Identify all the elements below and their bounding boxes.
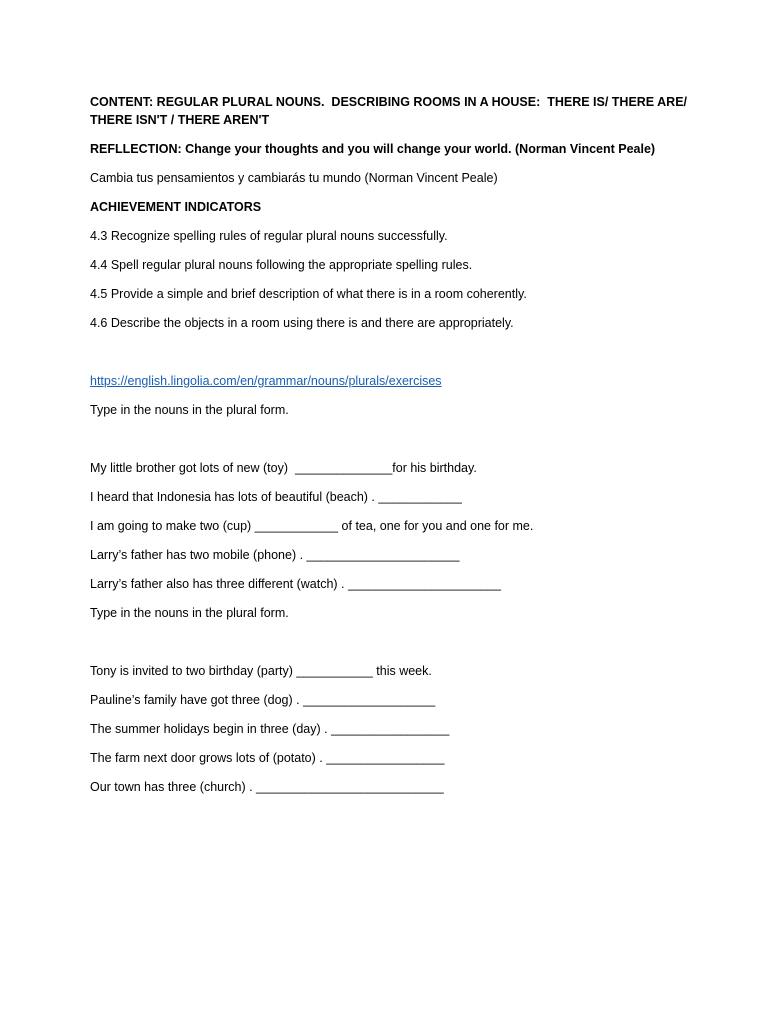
exercise-1-instruction: Type in the nouns in the plural form. bbox=[90, 403, 289, 417]
exercise-1-item: I am going to make two (cup) ____________ of tea, one for you and one for me. bbox=[90, 519, 534, 533]
indicator-4-6: 4.6 Describe the objects in a room using there is and there are appropriately. bbox=[90, 316, 514, 330]
document-page bbox=[90, 93, 690, 807]
exercise-2-item: Pauline’s family have got three (dog) . ___________________ bbox=[90, 693, 436, 707]
indicator-4-3: 4.3 Recognize spelling rules of regular plural nouns successfully. bbox=[90, 229, 448, 243]
exercise-2-item: Our town has three (church) . ___________________________ bbox=[90, 780, 444, 794]
exercise-1-item: My little brother got lots of new (toy) ______________for his birthday. bbox=[90, 461, 477, 475]
exercises-link[interactable]: https://english.lingolia.com/en/grammar/nouns/plurals/exercises bbox=[90, 374, 442, 388]
content-heading: CONTENT: REGULAR PLURAL NOUNS. DESCRIBING ROOMS IN A HOUSE: THERE IS/ THERE ARE/ THERE ISN'T / THERE AREN'T bbox=[90, 95, 691, 127]
exercise-2-item: Tony is invited to two birthday (party) ___________ this week. bbox=[90, 664, 432, 678]
exercise-1-item: Larry’s father also has three different (watch) . ______________________ bbox=[90, 577, 501, 591]
indicator-4-4: 4.4 Spell regular plural nouns following the appropriate spelling rules. bbox=[90, 258, 473, 272]
exercise-2-item: The farm next door grows lots of (potato) . _________________ bbox=[90, 751, 445, 765]
reflection-english: REFLLECTION: Change your thoughts and you will change your world. (Norman Vincent Peale) bbox=[90, 142, 656, 156]
exercise-1-item: Larry’s father has two mobile (phone) . ______________________ bbox=[90, 548, 460, 562]
exercise-2-instruction: Type in the nouns in the plural form. bbox=[90, 606, 289, 620]
achievement-indicators-title: ACHIEVEMENT INDICATORS bbox=[90, 200, 262, 214]
indicator-4-5: 4.5 Provide a simple and brief description of what there is in a room coherently. bbox=[90, 287, 527, 301]
exercise-1-item: I heard that Indonesia has lots of beautiful (beach) . ____________ bbox=[90, 490, 462, 504]
reflection-spanish: Cambia tus pensamientos y cambiarás tu mundo (Norman Vincent Peale) bbox=[90, 171, 498, 185]
exercise-2-item: The summer holidays begin in three (day) . _________________ bbox=[90, 722, 450, 736]
